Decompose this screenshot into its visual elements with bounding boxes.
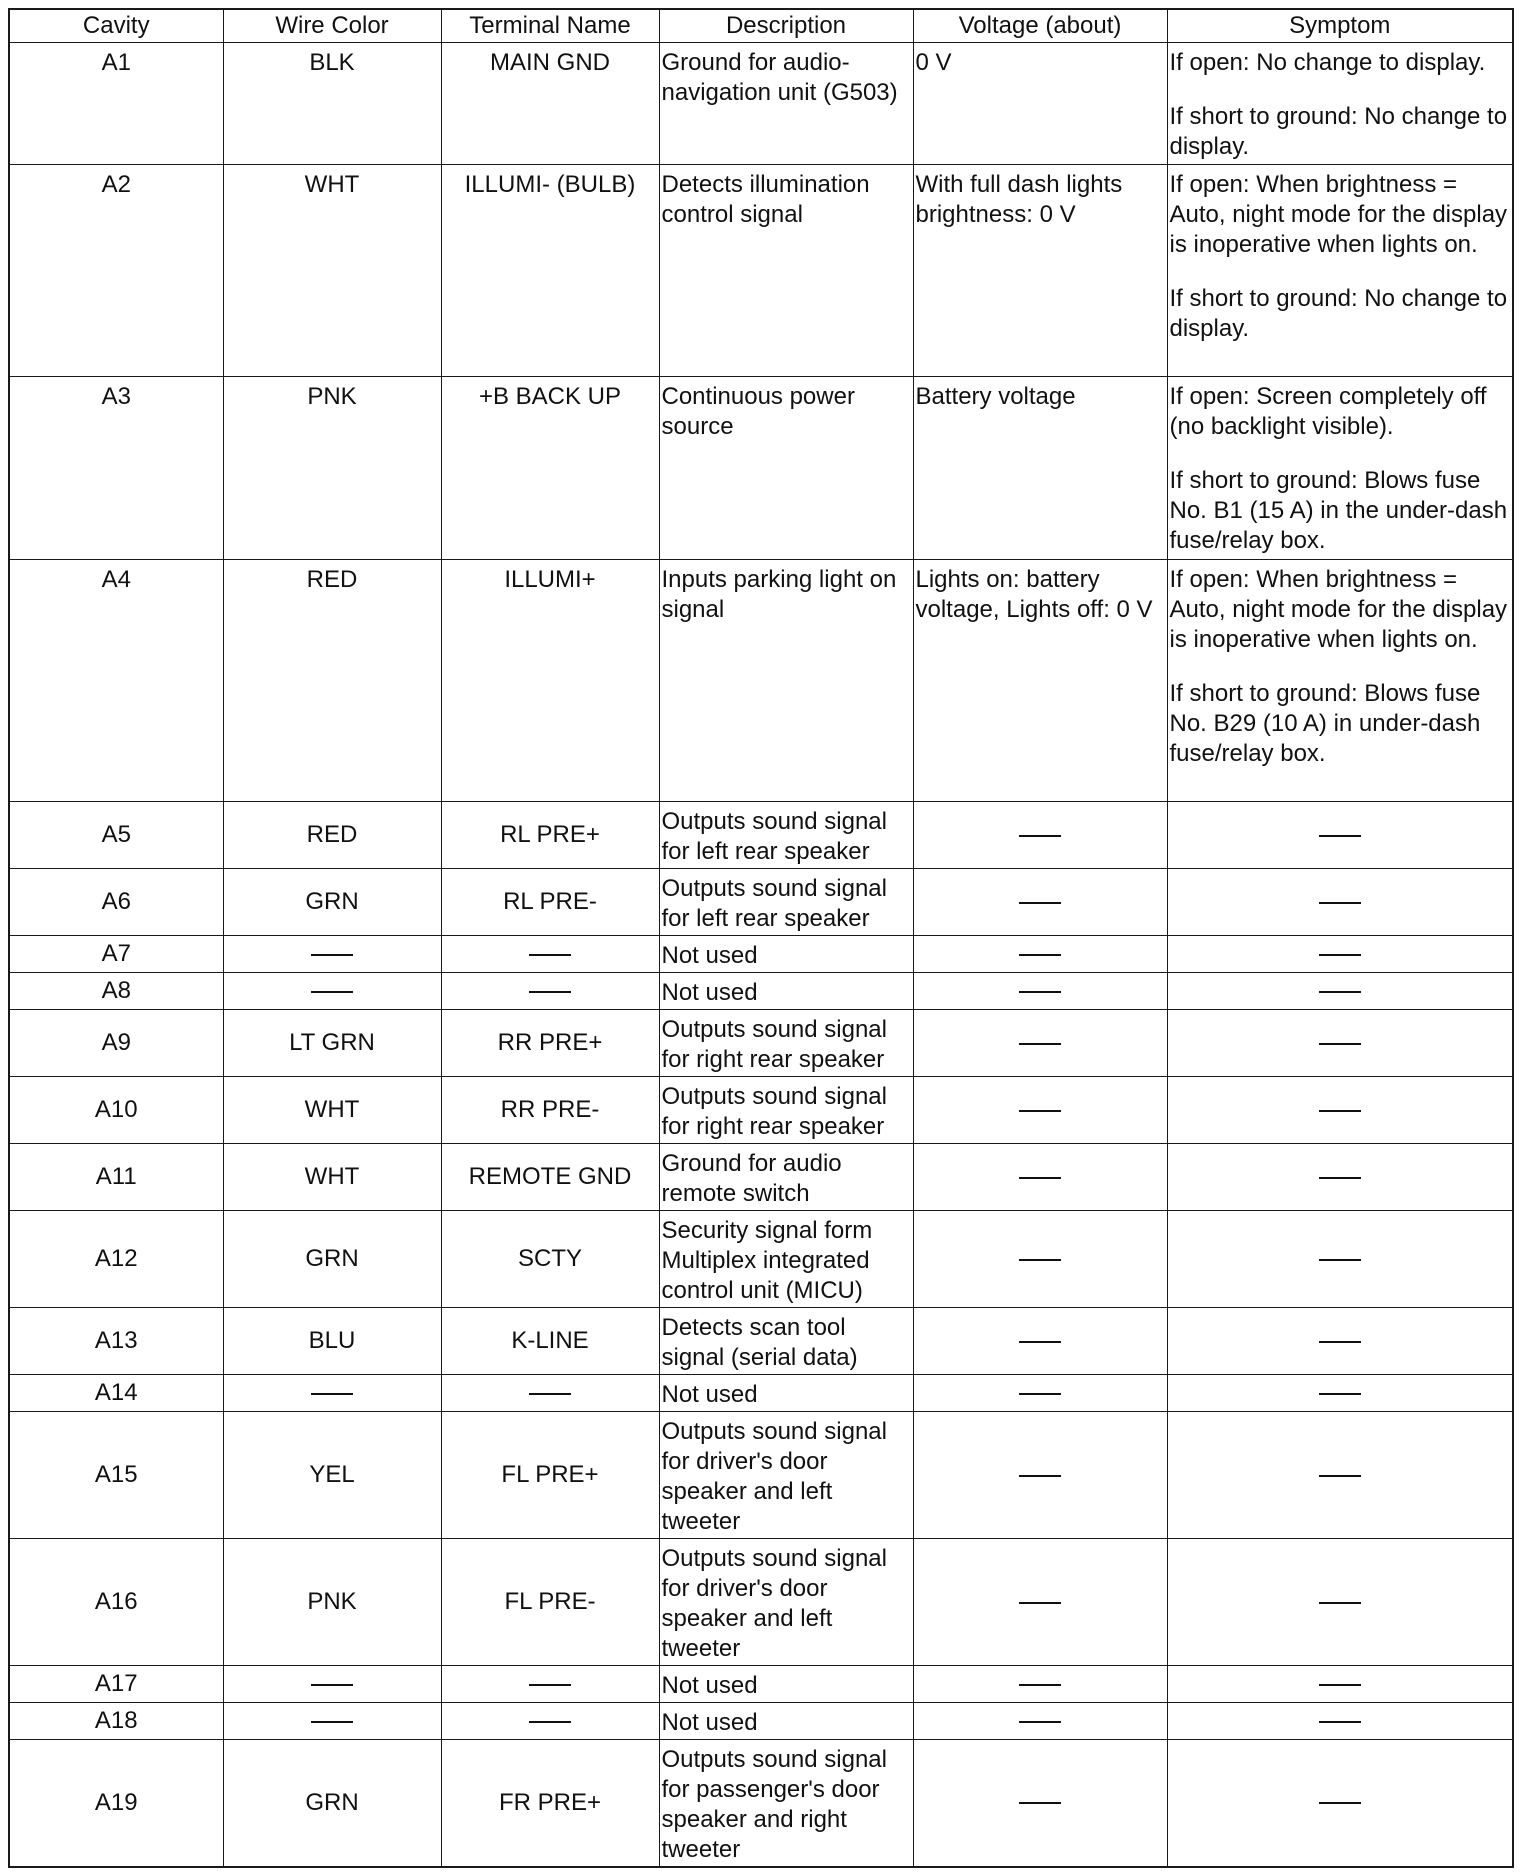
symptom-paragraph: If short to ground: Blows fuse No. B29 (10 A) in under-dash fuse/relay box. [1169,680,1481,767]
terminal-name-cell [441,973,659,1010]
description-cell: Not used [659,1375,913,1412]
symptom-cell [1167,1412,1513,1539]
voltage-cell [913,869,1167,936]
voltage-cell [913,1144,1167,1211]
cavity-cell: A14 [9,1375,223,1412]
wire-color-cell [223,936,441,973]
wire-color-cell: RED [223,560,441,802]
em-dash-mark [1019,1043,1061,1045]
terminal-name-cell: REMOTE GND [441,1144,659,1211]
symptom-cell [1167,43,1513,165]
table-row [9,1666,1513,1703]
symptom-cell [1167,377,1513,560]
em-dash-mark [529,954,571,956]
cavity-cell: A18 [9,1703,223,1740]
connector-terminal-table [8,8,1514,1868]
em-dash-mark [1019,991,1061,993]
em-dash-mark [529,1721,571,1723]
symptom-cell [1167,1010,1513,1077]
terminal-name-cell: ILLUMI- (BULB) [441,165,659,377]
wire-color-cell [223,973,441,1010]
symptom-cell [1167,165,1513,377]
table-row [9,1703,1513,1740]
wire-color-cell: PNK [223,377,441,560]
terminal-name-cell: SCTY [441,1211,659,1308]
voltage-cell [913,1666,1167,1703]
em-dash-mark [311,991,353,993]
cavity-cell: A12 [9,1211,223,1308]
description-cell: Security signal form Multiplex integrated control unit (MICU) [659,1211,913,1308]
em-dash-mark [1319,1602,1361,1604]
em-dash-mark [1019,1341,1061,1343]
header-voltage: Voltage (about) [913,9,1167,43]
cavity-cell: A6 [9,869,223,936]
wire-color-cell [223,1703,441,1740]
em-dash-mark [1019,954,1061,956]
cavity-cell: A15 [9,1412,223,1539]
table-row [9,1308,1513,1375]
description-cell: Inputs parking light on signal [659,560,913,802]
em-dash-mark [311,954,353,956]
symptom-paragraph: If open: When brightness = Auto, night mode for the display is inoperative when lights on. [1169,171,1508,258]
voltage-cell [913,1077,1167,1144]
cavity-cell: A7 [9,936,223,973]
em-dash-mark [311,1684,353,1686]
em-dash-mark [1319,1043,1361,1045]
description-cell: Outputs sound signal for left rear speaker [659,802,913,869]
wire-color-cell: RED [223,802,441,869]
voltage-cell [913,1308,1167,1375]
wire-color-cell: WHT [223,1144,441,1211]
symptom-cell [1167,560,1513,802]
em-dash-mark [1319,954,1361,956]
description-cell: Ground for audio-navigation unit (G503) [659,43,913,165]
em-dash-mark [1319,1721,1361,1723]
table-row [9,1211,1513,1308]
voltage-cell: With full dash lights brightness: 0 V [913,165,1167,377]
em-dash-mark [1319,991,1361,993]
terminal-name-cell [441,1703,659,1740]
voltage-cell [913,936,1167,973]
terminal-name-cell: RR PRE+ [441,1010,659,1077]
em-dash-mark [1019,1602,1061,1604]
cavity-cell: A1 [9,43,223,165]
em-dash-mark [529,1684,571,1686]
description-cell: Detects illumination control signal [659,165,913,377]
table-row [9,1539,1513,1666]
header-cavity: Cavity [9,9,223,43]
connector-terminal-table-sheet [8,8,1512,1872]
em-dash-mark [1019,1177,1061,1179]
cavity-cell: A11 [9,1144,223,1211]
description-cell: Not used [659,936,913,973]
cavity-cell: A2 [9,165,223,377]
description-cell: Not used [659,1666,913,1703]
header-symptom: Symptom [1167,9,1513,43]
cavity-cell: A10 [9,1077,223,1144]
em-dash-mark [1019,1110,1061,1112]
em-dash-mark [1019,902,1061,904]
symptom-paragraph: If short to ground: No change to display. [1169,103,1508,160]
em-dash-mark [311,1393,353,1395]
description-cell: Continuous power source [659,377,913,560]
description-cell: Not used [659,1703,913,1740]
wire-color-cell: GRN [223,869,441,936]
terminal-name-cell: +B BACK UP [441,377,659,560]
symptom-paragraph: If open: When brightness = Auto, night mode for the display is inoperative when lights on. [1169,566,1508,653]
table-row [9,377,1513,560]
table-row [9,869,1513,936]
wire-color-cell [223,1375,441,1412]
em-dash-mark [1319,835,1361,837]
header-description: Description [659,9,913,43]
wire-color-cell [223,1666,441,1703]
em-dash-mark [1019,1684,1061,1686]
description-cell: Outputs sound signal for left rear speaker [659,869,913,936]
em-dash-mark [529,1393,571,1395]
wire-color-cell: WHT [223,165,441,377]
voltage-cell: 0 V [913,43,1167,165]
voltage-cell [913,973,1167,1010]
terminal-name-cell: RL PRE+ [441,802,659,869]
symptom-cell [1167,1077,1513,1144]
voltage-cell [913,1375,1167,1412]
table-row [9,1412,1513,1539]
description-cell: Detects scan tool signal (serial data) [659,1308,913,1375]
table-row [9,802,1513,869]
voltage-cell: Battery voltage [913,377,1167,560]
symptom-paragraph: If open: Screen completely off (no backlight visible). [1169,383,1487,440]
wire-color-cell: BLU [223,1308,441,1375]
terminal-name-cell [441,936,659,973]
voltage-cell [913,1703,1167,1740]
em-dash-mark [1319,1177,1361,1179]
wire-color-cell: YEL [223,1412,441,1539]
em-dash-mark [529,991,571,993]
wire-color-cell: WHT [223,1077,441,1144]
symptom-cell [1167,1539,1513,1666]
symptom-cell [1167,1308,1513,1375]
em-dash-mark [1019,1475,1061,1477]
description-cell: Outputs sound signal for driver's door speaker and left tweeter [659,1539,913,1666]
voltage-cell [913,1211,1167,1308]
symptom-cell [1167,1703,1513,1740]
symptom-cell [1167,1666,1513,1703]
wire-color-cell: BLK [223,43,441,165]
wire-color-cell: GRN [223,1211,441,1308]
table-row [9,43,1513,165]
cavity-cell: A19 [9,1740,223,1867]
description-cell: Outputs sound signal for right rear speaker [659,1077,913,1144]
terminal-name-cell [441,1375,659,1412]
terminal-name-cell: FL PRE+ [441,1412,659,1539]
terminal-name-cell: RR PRE- [441,1077,659,1144]
em-dash-mark [1319,1393,1361,1395]
em-dash-mark [1019,1393,1061,1395]
header-terminal-name: Terminal Name [441,9,659,43]
cavity-cell: A3 [9,377,223,560]
em-dash-mark [311,1721,353,1723]
em-dash-mark [1319,1802,1361,1804]
em-dash-mark [1319,1684,1361,1686]
table-row [9,560,1513,802]
voltage-cell [913,1740,1167,1867]
table-row [9,1144,1513,1211]
table-row [9,936,1513,973]
cavity-cell: A4 [9,560,223,802]
symptom-paragraph: If short to ground: No change to display. [1169,285,1508,342]
wire-color-cell: GRN [223,1740,441,1867]
cavity-cell: A9 [9,1010,223,1077]
symptom-cell [1167,802,1513,869]
header-wire-color: Wire Color [223,9,441,43]
symptom-cell [1167,1375,1513,1412]
table-row [9,1740,1513,1867]
voltage-cell [913,1539,1167,1666]
voltage-cell [913,802,1167,869]
terminal-name-cell: ILLUMI+ [441,560,659,802]
description-cell: Outputs sound signal for passenger's door speaker and right tweeter [659,1740,913,1867]
em-dash-mark [1319,1110,1361,1112]
description-cell: Ground for audio remote switch [659,1144,913,1211]
em-dash-mark [1319,1475,1361,1477]
description-cell: Not used [659,973,913,1010]
voltage-cell [913,1010,1167,1077]
cavity-cell: A16 [9,1539,223,1666]
description-cell: Outputs sound signal for driver's door speaker and left tweeter [659,1412,913,1539]
em-dash-mark [1019,1802,1061,1804]
symptom-cell [1167,1144,1513,1211]
table-row [9,1010,1513,1077]
wire-color-cell: LT GRN [223,1010,441,1077]
terminal-name-cell: RL PRE- [441,869,659,936]
table-row [9,1375,1513,1412]
em-dash-mark [1019,1721,1061,1723]
symptom-paragraph: If short to ground: Blows fuse No. B1 (15 A) in the under-dash fuse/relay box. [1169,467,1508,554]
symptom-cell [1167,1211,1513,1308]
symptom-paragraph: If open: No change to display. [1169,49,1486,76]
em-dash-mark [1319,1259,1361,1261]
symptom-cell [1167,1740,1513,1867]
cavity-cell: A17 [9,1666,223,1703]
em-dash-mark [1319,902,1361,904]
table-row [9,1077,1513,1144]
table-row [9,165,1513,377]
voltage-cell: Lights on: battery voltage, Lights off: 0 V [913,560,1167,802]
cavity-cell: A5 [9,802,223,869]
em-dash-mark [1019,835,1061,837]
table-row [9,973,1513,1010]
em-dash-mark [1319,1341,1361,1343]
symptom-cell [1167,973,1513,1010]
em-dash-mark [1019,1259,1061,1261]
terminal-name-cell [441,1666,659,1703]
voltage-cell [913,1412,1167,1539]
terminal-name-cell: MAIN GND [441,43,659,165]
table-body [9,43,1513,1867]
cavity-cell: A8 [9,973,223,1010]
terminal-name-cell: FL PRE- [441,1539,659,1666]
terminal-name-cell: FR PRE+ [441,1740,659,1867]
symptom-cell [1167,869,1513,936]
description-cell: Outputs sound signal for right rear speaker [659,1010,913,1077]
wire-color-cell: PNK [223,1539,441,1666]
terminal-name-cell: K-LINE [441,1308,659,1375]
symptom-cell [1167,936,1513,973]
table-header-row [9,9,1513,43]
cavity-cell: A13 [9,1308,223,1375]
